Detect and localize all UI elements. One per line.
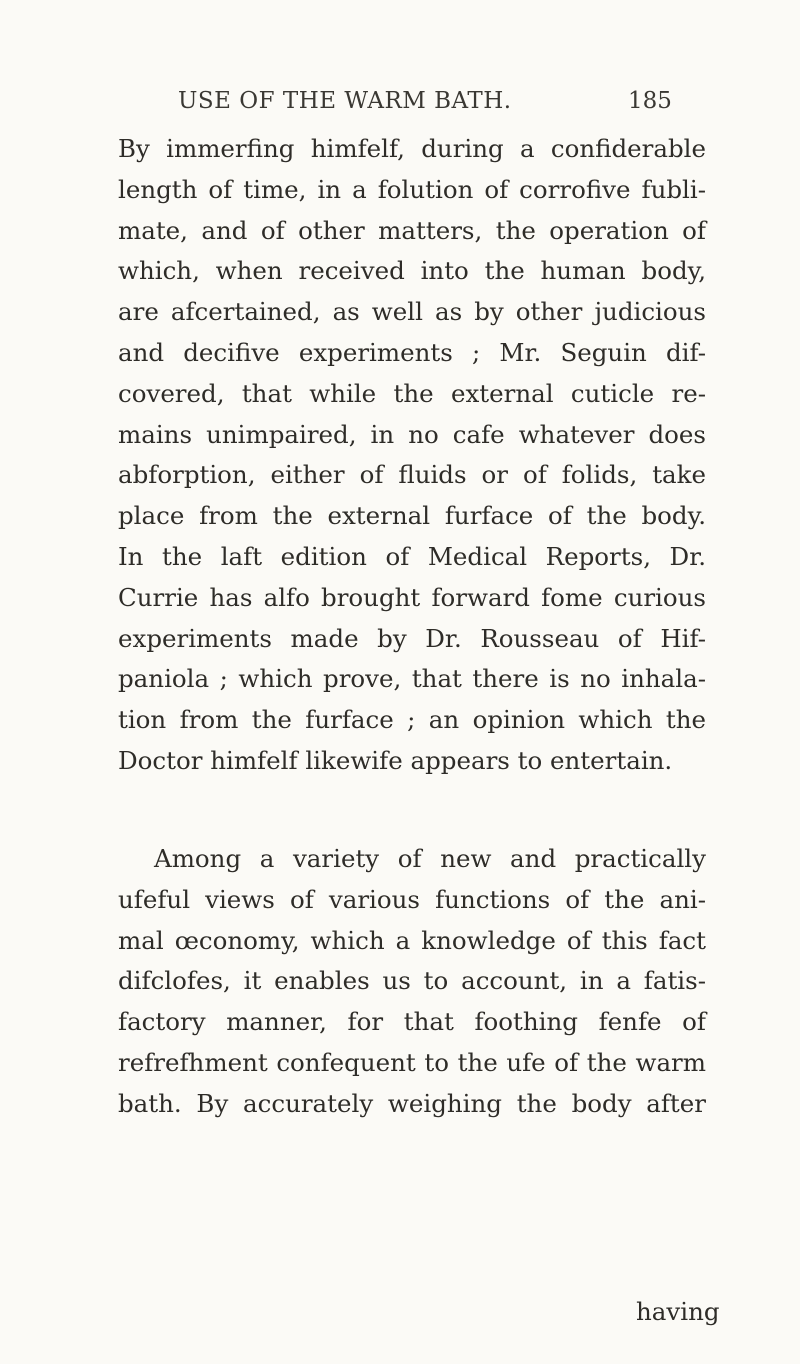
text-line: are afcertained, as well as by other judicious <box>118 297 706 327</box>
text-line: length of time, in a folution of corrofive fubli- <box>118 174 706 204</box>
text-line: ufeful views of various functions of the ani- <box>118 884 706 914</box>
text-line: bath. By accurately weighing the body after <box>118 1088 706 1118</box>
running-head: USE OF THE WARM BATH. <box>178 88 512 114</box>
page-number: 185 <box>628 88 672 114</box>
text-line: paniola ; which prove, that there is no inhala- <box>118 664 706 694</box>
paragraph-1 <box>118 129 706 782</box>
paragraph-2 <box>118 839 706 1125</box>
text-line: refrefhment confequent to the ufe of the warm <box>118 1047 706 1077</box>
text-line: factory manner, for that foothing fenfe of <box>118 1007 706 1037</box>
text-line: mains unimpaired, in no cafe whatever does <box>118 419 706 449</box>
text-line: experiments made by Dr. Rousseau of Hif- <box>118 623 706 653</box>
text-line: abforption, either of fluids or of folids, take <box>118 460 706 490</box>
text-line: Among a variety of new and practically <box>154 844 706 873</box>
text-line: covered, that while the external cuticle re- <box>118 378 706 408</box>
text-line: difclofes, it enables us to account, in a fatis- <box>118 966 706 996</box>
text-line: tion from the furface ; an opinion which the <box>118 705 706 735</box>
text-line: mate, and of other matters, the operation of <box>118 215 706 245</box>
text-line: Doctor himfelf likewife appears to entertain. <box>118 745 673 775</box>
text-line: mal œconomy, which a knowledge of this fact <box>118 925 706 955</box>
catchword: having <box>636 1297 720 1326</box>
text-line: and decifive experiments ; Mr. Seguin dif- <box>118 337 706 367</box>
text-line: By immerfing himfelf, during a confiderable <box>118 134 706 163</box>
text-line: Currie has alfo brought forward fome curious <box>118 582 706 612</box>
text-line: which, when received into the human body, <box>118 256 706 286</box>
text-line: In the laft edition of Medical Reports, Dr. <box>118 541 706 571</box>
text-line: place from the external furface of the body. <box>118 501 706 531</box>
